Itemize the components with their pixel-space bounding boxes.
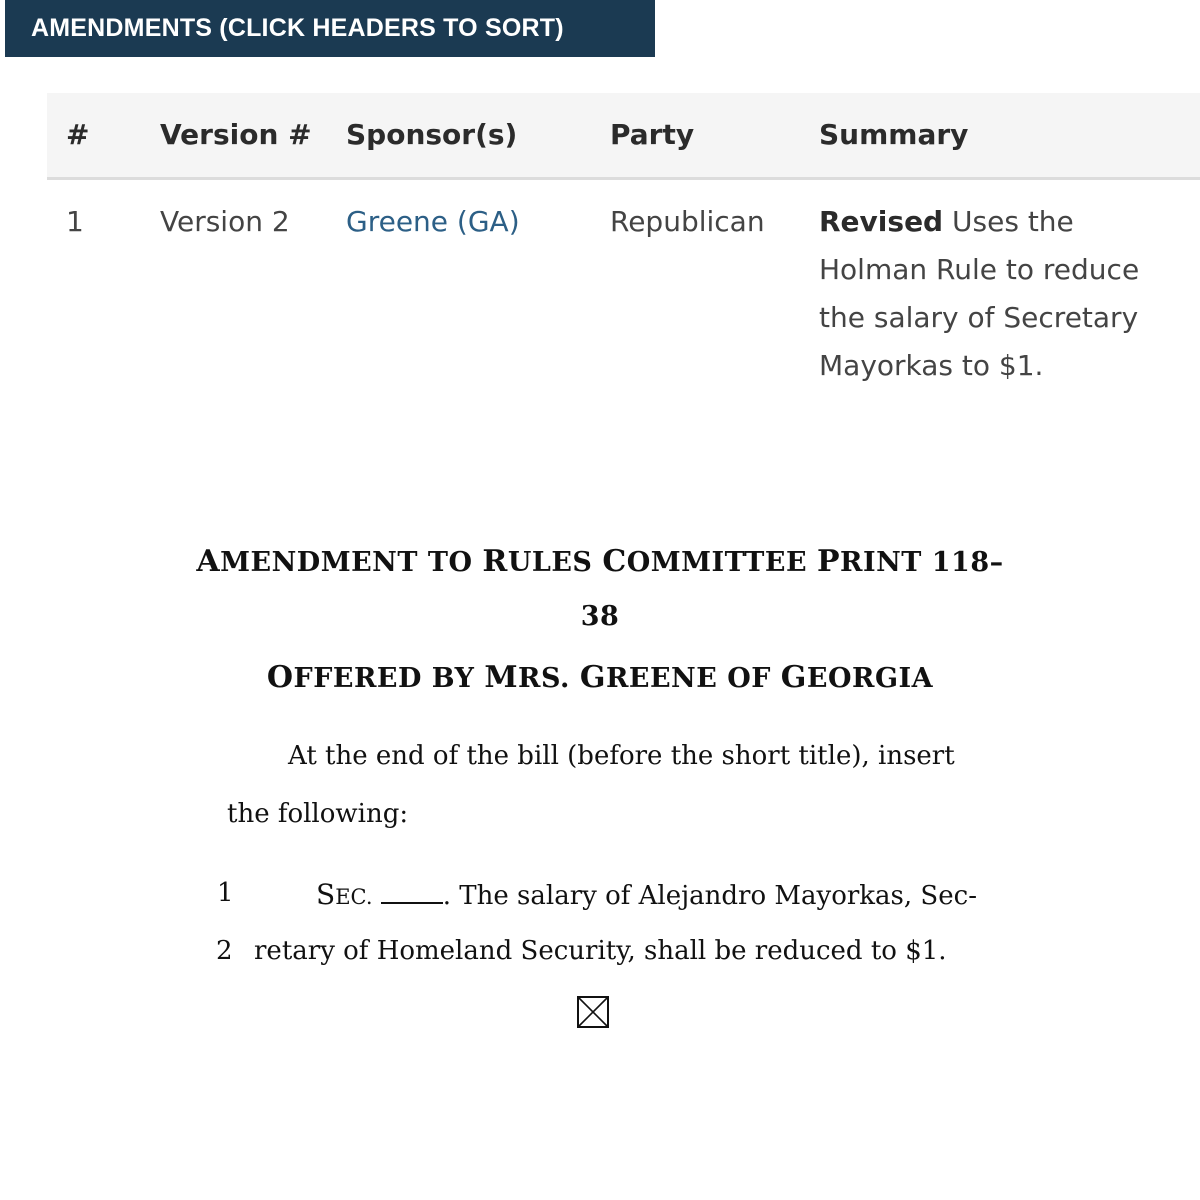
sec-rest: EC.: [335, 885, 373, 909]
boxed-x-icon: [577, 996, 609, 1028]
sec-initial: S: [316, 878, 336, 911]
title-part-2: ULES: [507, 547, 603, 578]
table-header-row: [47, 93, 1200, 180]
title-initial-c: C: [602, 544, 627, 579]
section-line-2: retary of Homeland Security, shall be reduced to $1.: [254, 936, 947, 966]
cell-party: Republican: [610, 205, 765, 238]
header-party[interactable]: Party: [610, 118, 695, 151]
document-title-line-2: 38: [580, 601, 620, 632]
cell-summary: [819, 198, 1194, 390]
banner-title: AMENDMENTS (CLICK HEADERS TO SORT): [31, 14, 564, 42]
amendments-banner: [5, 0, 655, 57]
intro-line-2: the following:: [227, 799, 409, 829]
summary-line-1: Uses the: [952, 205, 1074, 238]
section-line-1-text: . The salary of Alejandro Mayorkas, Sec-: [442, 881, 977, 911]
intro-line-1: At the end of the bill (before the short title), insert: [288, 741, 955, 771]
summary-revised-label: Revised: [819, 205, 944, 238]
offered-part-1: FFERED BY: [293, 663, 485, 694]
cell-number: 1: [66, 205, 84, 238]
sponsor-link[interactable]: Greene (GA): [346, 205, 520, 238]
header-sponsors[interactable]: Sponsor(s): [346, 118, 518, 151]
offered-part-2: RS.: [518, 663, 580, 694]
offered-by-line: [0, 660, 1200, 695]
header-version[interactable]: Version #: [160, 118, 312, 151]
line-number-1: 1: [217, 878, 234, 908]
title-initial-r: R: [482, 544, 508, 579]
offered-part-4: EORGIA: [806, 663, 934, 694]
document-title-line-1: [0, 544, 1200, 579]
offered-initial-g2: G: [780, 660, 807, 695]
offered-initial-m: M: [484, 660, 519, 695]
summary-line-2: Holman Rule to reduce: [819, 253, 1140, 286]
section-line-1: [316, 878, 977, 911]
header-summary[interactable]: Summary: [819, 118, 969, 151]
cell-version: Version 2: [160, 205, 290, 238]
header-number[interactable]: #: [66, 118, 90, 151]
title-part-3: OMMITTEE: [626, 547, 817, 578]
title-part-1: MENDMENT TO: [220, 547, 483, 578]
offered-initial-g1: G: [579, 660, 606, 695]
summary-line-3: the salary of Secretary: [819, 301, 1139, 334]
line-number-2: 2: [216, 936, 233, 966]
title-initial-a: A: [196, 544, 221, 579]
cell-sponsor: [346, 198, 520, 246]
title-part-4: RINT 118–: [840, 547, 1004, 578]
section-number-blank: [381, 880, 443, 904]
title-initial-p: P: [816, 544, 840, 579]
summary-line-4: Mayorkas to $1.: [819, 349, 1044, 382]
offered-part-3: REENE OF: [605, 663, 781, 694]
offered-initial-o: O: [266, 660, 294, 695]
